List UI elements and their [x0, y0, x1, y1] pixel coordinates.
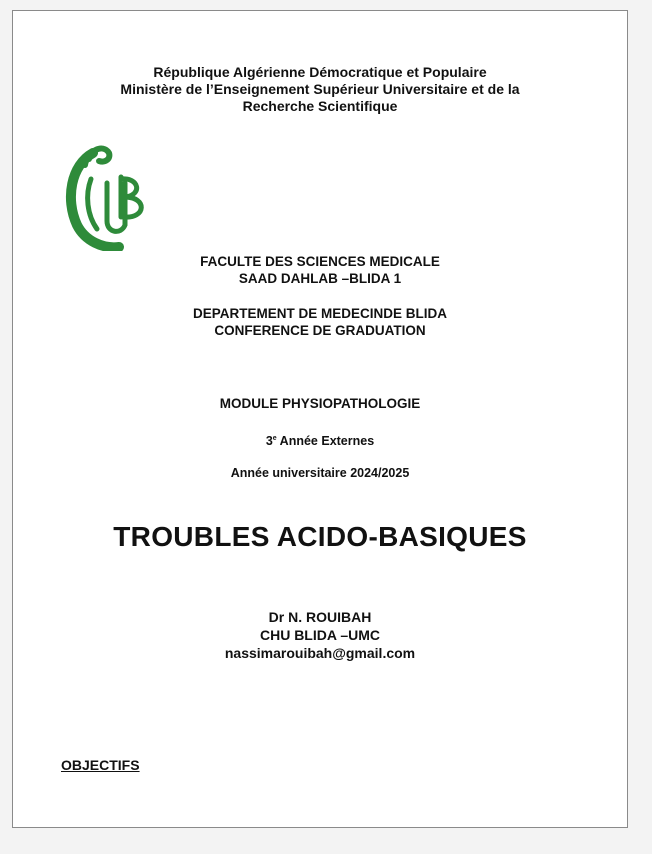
study-year: 3e Année Externes [265, 434, 375, 449]
author-affiliation: CHU BLIDA –UMC [259, 627, 381, 643]
objectifs-heading: OBJECTIFS [61, 757, 140, 773]
author-name: Dr N. ROUIBAH [268, 609, 372, 625]
document-page [12, 10, 628, 828]
module-name: MODULE PHYSIOPATHOLOGIE [219, 396, 421, 411]
university-logo [63, 139, 151, 251]
author-email: nassimarouibah@gmail.com [224, 645, 416, 661]
header-research: Recherche Scientifique [242, 98, 398, 114]
department-name: DEPARTEMENT DE MEDECINDE BLIDA [192, 306, 447, 321]
header-ministry: Ministère de l’Enseignement Supérieur Universitaire et de la [120, 81, 520, 97]
faculty-name: FACULTE DES SCIENCES MEDICALE [200, 254, 440, 269]
header-republic: République Algérienne Démocratique et Populaire [153, 64, 487, 80]
conference-type: CONFERENCE DE GRADUATION [214, 323, 426, 338]
faculty-location: SAAD DAHLAB –BLIDA 1 [238, 271, 402, 286]
document-title: TROUBLES ACIDO-BASIQUES [113, 521, 527, 552]
academic-year: Année universitaire 2024/2025 [230, 466, 410, 480]
